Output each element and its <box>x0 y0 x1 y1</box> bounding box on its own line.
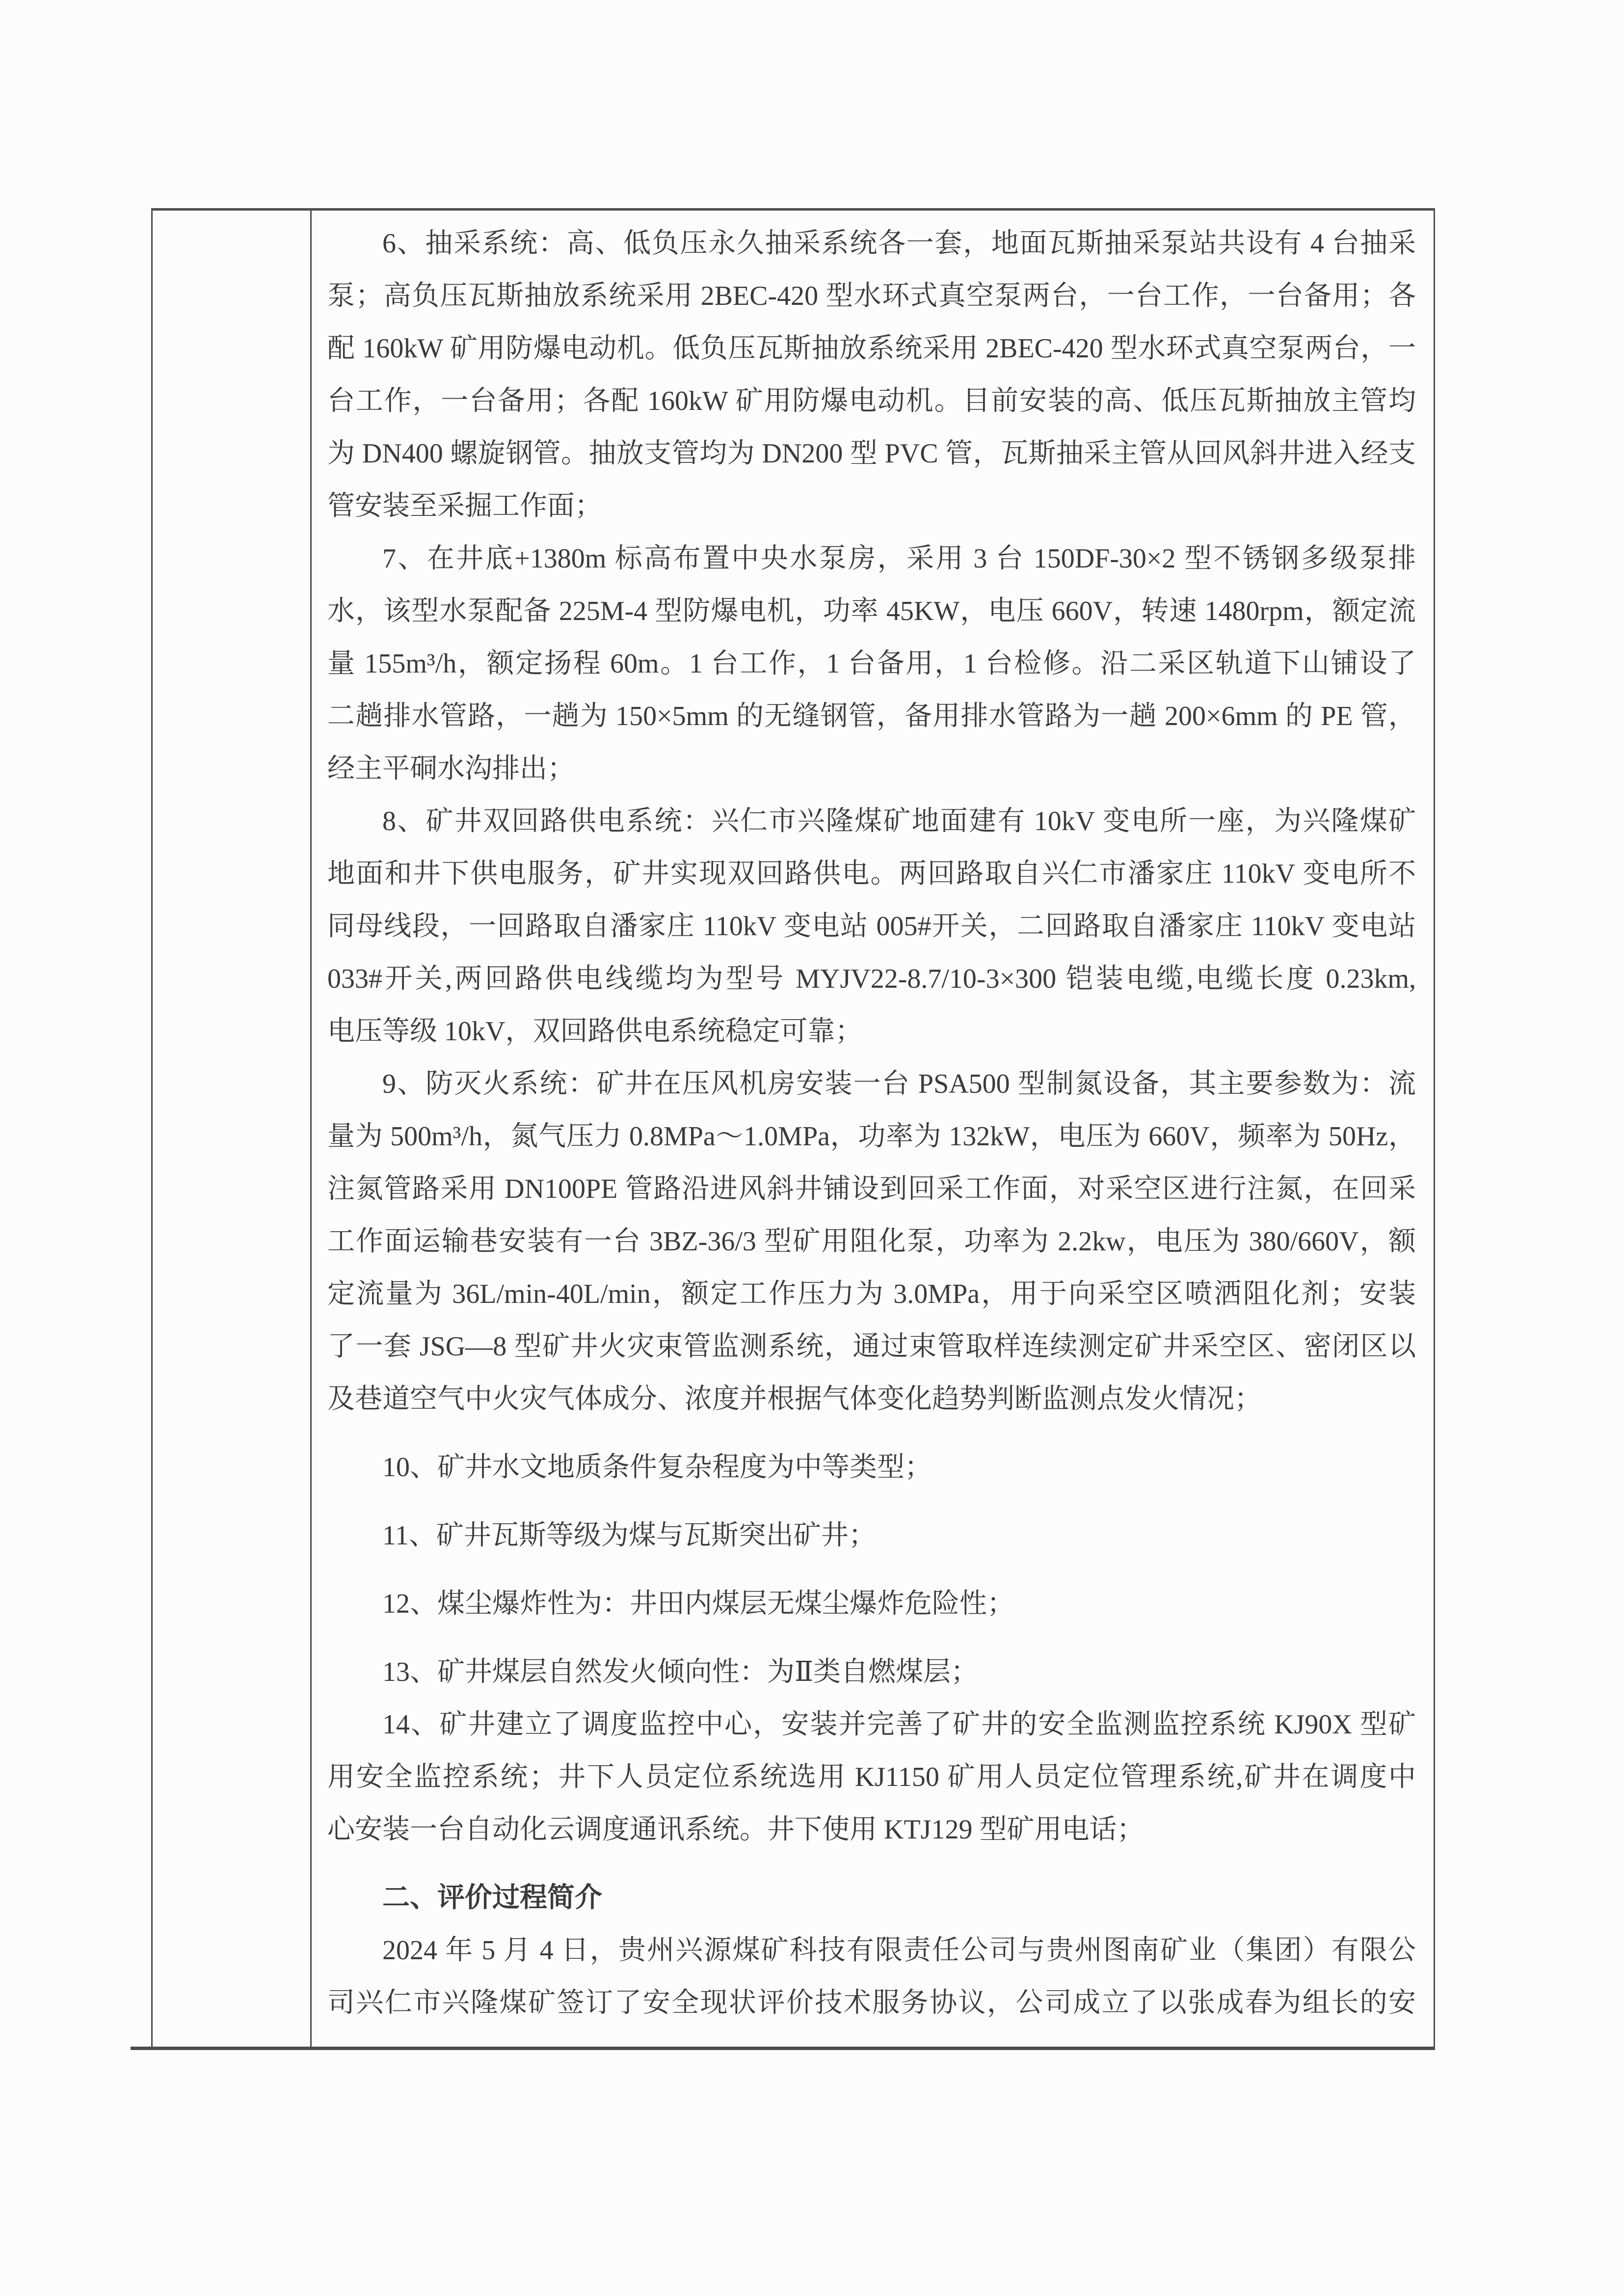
text-line: 6、抽采系统：高、低负压永久抽采系统各一套，地面瓦斯抽采泵站共设有 4 台抽采 <box>382 228 1416 259</box>
evaluation-process-intro <box>327 1924 1416 2029</box>
text-line: 为 DN400 螺旋钢管。抽放支管均为 DN200 型 PVC 管，瓦斯抽采主管从回风斜井进入经支 <box>327 438 1416 469</box>
table-bottom-rule-extension <box>131 2047 155 2050</box>
item-10-hydrogeology <box>327 1441 1416 1494</box>
item-14-monitoring-systems <box>327 1699 1416 1856</box>
report-table <box>151 208 1435 2050</box>
table-content-cell <box>312 211 1434 2047</box>
text-line: 量 155m³/h，额定扬程 60m。1 台工作，1 台备用，1 台检修。沿二采区轨道下山铺设了 <box>327 648 1416 679</box>
text-line: 电压等级 10kV，双回路供电系统稳定可靠； <box>327 1016 863 1047</box>
text-line: 及巷道空气中火灾气体成分、浓度并根据气体变化趋势判断监测点发火情况； <box>327 1384 1262 1414</box>
text-line: 10、矿井水文地质条件复杂程度为中等类型； <box>382 1452 932 1483</box>
item-13-spontaneous-combustion <box>327 1646 1416 1699</box>
text-line: 14、矿井建立了调度监控中心，安装并完善了矿井的安全监测监控系统 KJ90X 型矿 <box>382 1709 1416 1740</box>
item-7-central-pump-room <box>327 533 1416 795</box>
text-line: 地面和井下供电服务，矿井实现双回路供电。两回路取自兴仁市潘家庄 110kV 变电所不 <box>327 859 1416 889</box>
text-line: 11、矿井瓦斯等级为煤与瓦斯突出矿井； <box>382 1520 876 1551</box>
text-line: 了一套 JSG—8 型矿井火灾束管监测系统，通过束管取样连续测定矿井采空区、密闭区以 <box>327 1331 1416 1362</box>
text-line: 配 160kW 矿用防爆电动机。低负压瓦斯抽放系统采用 2BEC-420 型水环式真空泵两台，一 <box>327 333 1416 364</box>
text-line: 033#开关,两回路供电线缆均为型号 MYJV22-8.7/10-3×300 铠装电缆,电缆长度 0.23km, <box>327 964 1416 994</box>
section-2-heading <box>327 1872 1416 1924</box>
text-line: 司兴仁市兴隆煤矿签订了安全现状评价技术服务协议，公司成立了以张成春为组长的安 <box>327 1988 1416 2018</box>
text-line: 用安全监控系统；井下人员定位系统选用 KJ1150 矿用人员定位管理系统,矿井在调度中 <box>327 1762 1416 1792</box>
text-line: 注氮管路采用 DN100PE 管路沿进风斜井铺设到回采工作面，对采空区进行注氮，在回采 <box>327 1174 1416 1204</box>
text-line: 定流量为 36L/min-40L/min，额定工作压力为 3.0MPa，用于向采空区喷洒阻化剂；安装 <box>327 1279 1416 1309</box>
text-line: 台工作，一台备用；各配 160kW 矿用防爆电动机。目前安装的高、低压瓦斯抽放主管均 <box>327 386 1416 416</box>
text-line: 管安装至采掘工作面； <box>327 491 602 521</box>
text-line: 水，该型水泵配备 225M-4 型防爆电机，功率 45KW，电压 660V，转速 1480rpm，额定流 <box>327 596 1416 626</box>
item-6-drainage-system <box>327 217 1416 533</box>
text-line: 7、在井底+1380m 标高布置中央水泵房，采用 3 台 150DF-30×2 型不锈钢多级泵排 <box>382 543 1416 574</box>
text-line: 13、矿井煤层自然发火倾向性：为Ⅱ类自燃煤层； <box>382 1657 979 1687</box>
text-line: 经主平硐水沟排出； <box>327 754 575 784</box>
section-heading: 二、评价过程简介 <box>382 1883 602 1913</box>
text-line: 量为 500m³/h，氮气压力 0.8MPa～1.0MPa，功率为 132kW，电压为 660V，频率为 50Hz， <box>327 1121 1416 1152</box>
table-left-cell <box>153 211 312 2047</box>
text-line: 8、矿井双回路供电系统：兴仁市兴隆煤矿地面建有 10kV 变电所一座，为兴隆煤矿 <box>382 806 1416 837</box>
text-line: 同母线段，一回路取自潘家庄 110kV 变电站 005#开关，二回路取自潘家庄 110kV 变电站 <box>327 911 1416 942</box>
text-line: 心安装一台自动化云调度通讯系统。井下使用 KTJ129 型矿用电话； <box>327 1814 1144 1845</box>
text-line: 二趟排水管路，一趟为 150×5mm 的无缝钢管，备用排水管路为一趟 200×6mm 的 PE 管， <box>327 701 1416 731</box>
content-lines <box>327 217 1416 2029</box>
item-8-double-circuit-power <box>327 795 1416 1058</box>
text-line: 泵；高负压瓦斯抽放系统采用 2BEC-420 型水环式真空泵两台，一台工作，一台备用；各 <box>327 281 1416 311</box>
item-9-fire-prevention-system <box>327 1058 1416 1426</box>
text-line: 工作面运输巷安装有一台 3BZ-36/3 型矿用阻化泵，功率为 2.2kw，电压为 380/660V，额 <box>327 1226 1416 1257</box>
item-12-coal-dust <box>327 1578 1416 1630</box>
text-line: 9、防灭火系统：矿井在压风机房安装一台 PSA500 型制氮设备，其主要参数为：流 <box>382 1069 1416 1099</box>
text-line: 12、煤尘爆炸性为：井田内煤层无煤尘爆炸危险性； <box>382 1589 1014 1619</box>
item-11-gas-grade <box>327 1510 1416 1562</box>
text-line: 2024 年 5 月 4 日，贵州兴源煤矿科技有限责任公司与贵州图南矿业（集团）有限公 <box>382 1935 1416 1966</box>
